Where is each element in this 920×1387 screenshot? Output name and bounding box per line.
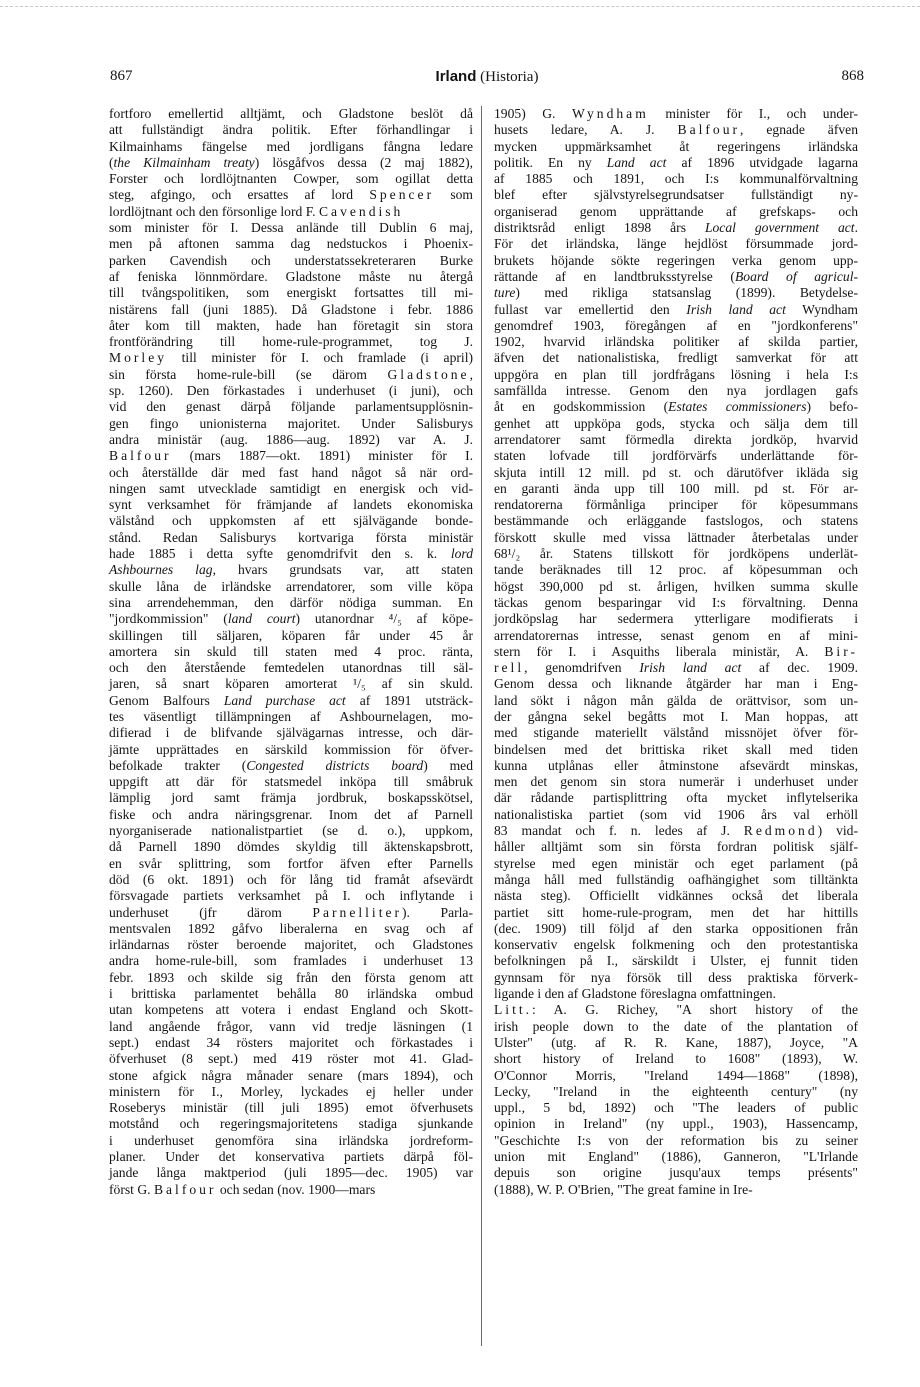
text-line: Ulster" (utg. af R. R. Kane, 1887), Joyce, "A — [494, 1034, 858, 1050]
text-run: (mars 1887—okt. 1891) minister för I. — [171, 448, 473, 464]
text-run: , egnade äfven — [740, 122, 858, 138]
text-line: där rådande partisplittring ofta mycket inflytelserika — [494, 790, 858, 806]
text-line: att fullständigt ändra politik. Efter förhandlingar i — [109, 122, 473, 138]
text-line — [494, 302, 858, 318]
running-title — [110, 68, 864, 86]
text-line: amortera sin skuld till staten med 4 proc. ränta, — [109, 643, 473, 659]
text-line: difierad i de blifvande självägarnas intresse, och där- — [109, 725, 473, 741]
text-line — [109, 367, 473, 383]
italic-term: the Kilmainham treaty — [113, 154, 255, 170]
text-line: tes väsentligt tillämpningen af Ashbournelagen, mo- — [109, 708, 473, 724]
text-run: ) med rikliga statsanslag (1899). Betydelse- — [515, 285, 858, 301]
text-line: sp. 1260). Den förkastades i underhuset (i juni), och — [109, 383, 473, 399]
text-line: stånd. Redan Salisburys kortvariga första ministär — [109, 529, 473, 545]
text-line — [109, 758, 473, 774]
italic-term: Ashbournes lag — [109, 562, 213, 578]
text-line: genomdref 1903, föregången af en "jordkonferens" — [494, 317, 858, 333]
text-line — [109, 448, 473, 464]
text-line: uppl., 5 bd, 1892) och "The leaders of public — [494, 1100, 858, 1116]
text-line: nyorganiserade nationalistpartiet (se d. o.), uppkom, — [109, 823, 473, 839]
text-line: nationalistiska partiet (som vid 1906 års val erhöll — [494, 806, 858, 822]
spaced-name: Balfour — [153, 1181, 217, 1197]
text-run: hade 1885 i detta syfte genomdrifvit den s. k. — [109, 546, 451, 562]
text-line — [494, 285, 858, 301]
text-line: blef efter självstyrelsegrundsatser fullständigt ny- — [494, 187, 858, 203]
page-number-right: 868 — [841, 68, 864, 84]
spaced-name: Morley — [109, 350, 168, 366]
spaced-name: Balfour — [109, 448, 172, 464]
text-run: lordlöjtnant och den försonlige lord F. — [109, 203, 319, 219]
text-line — [109, 1182, 473, 1198]
text-line: jaren, så snart köparen amorterat ¹/₅ af sin skuld. — [109, 676, 473, 692]
text-line: parken Cavendish och understatssekreteraren Burke — [109, 252, 473, 268]
text-line: högst 390,000 pd st. årligen, hvilken summa skulle — [494, 578, 858, 594]
text-line: 1902, hvarvid irländska politiker af skilda partier, — [494, 334, 858, 350]
text-line — [109, 905, 473, 921]
text-line: irländarnas röster beroende majoritet, och Gladstones — [109, 937, 473, 953]
text-line: i brittiska parlamentet behålla 80 irländska ombud — [109, 986, 473, 1002]
text-line — [109, 562, 473, 578]
text-line: (dec. 1909) till följd af den starka oppositionen från — [494, 920, 858, 936]
text-line — [494, 155, 858, 171]
text-line — [494, 1002, 858, 1018]
text-line: försvagade partiets verksamhet på I. och inflytande i — [109, 888, 473, 904]
text-line — [494, 399, 858, 415]
text-line — [494, 122, 858, 138]
text-run: åt en godskommission ( — [494, 399, 669, 415]
text-line: täckas genom besparingar vid I:s förvaltning. Denna — [494, 594, 858, 610]
text-line: planer. Under det konservativa partiets därpå föl- — [109, 1149, 473, 1164]
spaced-name: rell — [494, 660, 525, 676]
left-column — [109, 106, 473, 1198]
text-line — [494, 220, 858, 236]
text-line: skulle låna de irländske arrendatorer, som ville köpa — [109, 578, 473, 594]
text-line: sina arrendehemman, den därför nödiga summan. En — [109, 594, 473, 610]
text-line — [109, 187, 473, 203]
text-line — [109, 611, 473, 627]
text-line — [494, 660, 858, 676]
text-run: politik. En ny — [494, 154, 607, 170]
spaced-name: Wyndham — [571, 106, 649, 121]
text-line: åter kom till makten, hade han företagit sin stora — [109, 317, 473, 333]
text-line: organiserad genom upprättande af grefskaps- och — [494, 203, 858, 219]
text-run: rättande af en landtbruksstyrelse ( — [494, 268, 735, 284]
text-line: andra ministär (aug. 1886—aug. 1892) var A. J. — [109, 431, 473, 447]
text-line — [109, 350, 473, 366]
text-run: ). Parla- — [402, 904, 473, 920]
text-line — [494, 269, 858, 285]
text-line: O'Connor Morris, "Ireland 1494—1868" (1898), — [494, 1067, 858, 1083]
text-line: nästa steg). Officiellt vidkännes också det liberala — [494, 888, 858, 904]
text-line: öfverhuset (8 sept.) med 419 röster mot 41. Glad- — [109, 1051, 473, 1067]
text-run: husets ledare, A. J. — [494, 122, 678, 138]
text-line: af 1885 och 1891, och I:s kommunalförvaltning — [494, 171, 858, 187]
text-line: rendatorerna förmånliga principer för köpesummans — [494, 497, 858, 513]
text-line: febr. 1893 och skilde sig från den första genom att — [109, 969, 473, 985]
italic-term: Estates commissioners — [668, 399, 807, 415]
spaced-name: Cavendish — [318, 203, 404, 219]
running-title-subject: (Historia) — [480, 69, 539, 85]
text-run: först G. — [109, 1181, 154, 1197]
italic-term: Land purchase act — [223, 692, 346, 708]
text-line: synt verksamhet för främjande af landets ekonomiska — [109, 497, 473, 513]
text-line: lämplig jord samt främja jordbruk, boskapsskötsel, — [109, 790, 473, 806]
spaced-name: Litt. — [494, 1002, 533, 1018]
text-line: äfven det nationalistiska, fredligt samverkat för att — [494, 350, 858, 366]
spaced-name: Balfour — [677, 122, 741, 138]
text-line: skjuta intill 12 mill. pd st. och därutöfver iklädа sig — [494, 464, 858, 480]
text-line: förskott skulle med vissa lättnader återbetalas under — [494, 529, 858, 545]
spaced-name: Bir- — [824, 643, 858, 659]
text-line: gynnsam för nya försök till dess praktiska förverk- — [494, 969, 858, 985]
text-line: vid den genast därpå följande parlamentsupplösnin- — [109, 399, 473, 415]
text-line: gen fingo unionisterna majoritet. Under Salisburys — [109, 415, 473, 431]
text-line: depuis son origine jusqu'aux temps présents" — [494, 1165, 858, 1181]
italic-term: land court — [227, 611, 296, 627]
italic-term: ture — [494, 285, 516, 301]
text-run: "jordkommission" ( — [109, 611, 228, 627]
text-line: Forster och lordlöjtnanten Cowper, som ogillat detta — [109, 171, 473, 187]
text-line — [109, 155, 473, 171]
text-run: af 1891 utsträck- — [345, 692, 473, 708]
text-line: med stigande materiellt välstånd missnöjet öfver för- — [494, 725, 858, 741]
text-line: jordköpslag har sedermera ytterligare modifierats i — [494, 611, 858, 627]
text-line: en garanti ända upp till 100 mill. pd st. För ar- — [494, 480, 858, 496]
text-line: ministern för I., Morley, lyckades ej heller under — [109, 1083, 473, 1099]
text-line — [494, 106, 858, 122]
italic-term: Congested districts board — [246, 757, 424, 773]
text-line: jande långa maktperiod (juli 1895—dec. 1905) var — [109, 1165, 473, 1181]
italic-term: Land act — [606, 154, 667, 170]
text-line: sept.) endast 34 rösters majoritet och förkastades i — [109, 1034, 473, 1050]
text-line: partiet sitt home-rule-program, men det har hittills — [494, 904, 858, 920]
text-run: ) med — [423, 757, 473, 773]
text-line: befolkningen på I., särskildt i Ulster, ej funnit tiden — [494, 953, 858, 969]
text-line: arrendatorernas intresse, senast genom en af mini- — [494, 627, 858, 643]
text-run: ( — [109, 154, 114, 170]
text-line: För det irländska, länge hejdlöst försummade jord- — [494, 236, 858, 252]
text-line: bestämmande och erläggande fastslogos, och statens — [494, 513, 858, 529]
page-header — [110, 68, 864, 90]
text-line: välstånd och uppkomsten af ett självägande bonde- — [109, 513, 473, 529]
text-run: . — [854, 220, 858, 236]
text-line: fortforo emellertid alltjämt, och Gladstone beslöt då — [109, 106, 473, 121]
spaced-name: Redmond — [743, 823, 818, 839]
text-line: "Geschichte I:s von der reformation bis zu seiner — [494, 1132, 858, 1148]
text-line: skillingen till säljaren, köparen får under 45 år — [109, 627, 473, 643]
text-line: uppgöra en plan till jordfrågans lösning i hela I:s — [494, 366, 858, 382]
italic-term: lord — [450, 546, 473, 562]
text-line: stone afgick några månader senare (mars 1894), och — [109, 1067, 473, 1083]
text-line: och den återstående femtedelen utanordnas till säl- — [109, 660, 473, 676]
text-run: , — [469, 366, 473, 382]
text-run: Wyndham — [785, 301, 858, 317]
italic-term: Local government act — [704, 220, 855, 236]
text-line: samfällda intresse. Genom den nya jordlagen gafs — [494, 383, 858, 399]
text-run: ) utanordnar ⁴/₅ af köpe- — [295, 611, 473, 627]
text-run: af 1896 utvidgade lagarna — [666, 154, 858, 170]
text-line: frontförändring till home-rule-programmet, tog J. — [109, 334, 473, 350]
text-line: Lecky, "Ireland in the eighteenth century" (ny — [494, 1083, 858, 1099]
text-line: styrelse med egen ministär och eget parlament (på — [494, 855, 858, 871]
text-line — [494, 644, 858, 660]
text-line: der gångna sekel begåtts mot I. Man hoppas, att — [494, 708, 858, 724]
text-line: brukets höjande sökte regeringen verka genom upp- — [494, 252, 858, 268]
text-run: af dec. 1909. — [741, 660, 858, 676]
text-run: minister för I., och under- — [648, 106, 858, 121]
text-line: Genom dessa och liknande åtgärder har man i Eng- — [494, 676, 858, 692]
right-column — [494, 106, 858, 1198]
text-run: 83 mandat och f. n. ledes af J. — [494, 823, 744, 839]
text-line: 68¹/₂ år. Statens tillskott för jordköpens underlät- — [494, 546, 858, 562]
text-line — [109, 693, 473, 709]
text-line: och återställde där med fast hand något så när ord- — [109, 464, 473, 480]
text-line: många håll med fullständig oafhängighet som tilltänkta — [494, 871, 858, 887]
text-line: Kilmainhams fängelse med jordligans fångna ledare — [109, 138, 473, 154]
text-line: i underhuset genomföra sina irländska jordreform- — [109, 1132, 473, 1148]
italic-term: Irish land act — [639, 660, 742, 676]
text-run: ) vid- — [817, 823, 858, 839]
text-line: ligande i den af Gladstone föreslagna omfattningen. — [494, 986, 776, 1002]
spaced-name: Spencer — [369, 187, 435, 203]
text-line: land angående frågor, vann vid tredje läsningen (1 — [109, 1018, 473, 1034]
text-run: Genom Balfours — [109, 692, 224, 708]
text-run: , hvars grundsats var, att staten — [212, 562, 473, 578]
text-line: tande beräknades till 12 proc. af köpesumman och — [494, 562, 858, 578]
text-line: men det genom sin stora numerär i underhuset under — [494, 774, 858, 790]
text-run: underhuset (jfr därom — [109, 904, 313, 920]
text-line: utan kompetens att votera i endast England och Skott- — [109, 1002, 473, 1018]
text-run: sin första home-rule-bill (se därom — [109, 366, 388, 382]
text-line: död (6 okt. 1891) och för lång tid framåt afsevärdt — [109, 871, 473, 887]
text-run: : A. G. Richey, "A short history of the — [532, 1002, 858, 1018]
text-run: 1905) G. — [494, 106, 572, 121]
text-line: staten lofvade till jordförvärfs underlättande för- — [494, 448, 858, 464]
text-line: land sökt i någon mån gälda de orättvisor, som un- — [494, 692, 858, 708]
text-line: kunna utplånas eller åtminstone afsevärdt minskas, — [494, 757, 858, 773]
text-run: befolkade trakter ( — [109, 757, 247, 773]
text-line: håller alltjämt som sin första fordran politisk själf- — [494, 839, 858, 855]
text-line: af feniska lönnmördare. Gladstone måste nu återgå — [109, 268, 473, 284]
text-run: steg, afgingo, och ersattes af lord — [109, 187, 370, 203]
text-line: andra home-rule-bill, som framlades i underhuset 13 — [109, 953, 473, 969]
column-divider — [481, 106, 482, 1346]
page-number-left: 867 — [110, 68, 133, 84]
top-rule — [0, 6, 920, 7]
text-line: som minister för I. Dessa anlände till Dublin 6 maj, — [109, 220, 473, 236]
text-line: short history of Ireland to 1608" (1893), W. — [494, 1051, 858, 1067]
text-run: och sedan (nov. 1900—mars — [216, 1181, 376, 1197]
text-line: opinion in Ireland" (ny uppl., 1903), Hassencamp, — [494, 1116, 858, 1132]
text-line: en svår splittring, som fortfor äfven efter Parnells — [109, 855, 473, 871]
text-run: ) befo- — [806, 399, 859, 415]
text-run: distriktsråd enligt 1898 års — [494, 220, 705, 236]
text-line: nistärens fall (juni 1885). Då Gladstone i febr. 1886 — [109, 301, 473, 317]
spaced-name: Gladstone — [387, 366, 470, 382]
text-line: arrendatorer samt förmedla direkta jordköp, hvarvid — [494, 431, 858, 447]
text-line: till tvångspolitiken, som energiskt fortsattes till mi- — [109, 285, 473, 301]
text-line: men på aftonen samma dag nedstuckos i Phoenix- — [109, 236, 473, 252]
text-run: till minister för I. och framlade (i april) — [167, 350, 473, 366]
text-line: fiske och andra näringsgrenar. Inom det af Parnell — [109, 806, 473, 822]
text-run: stern för I. i Asquiths liberala ministär, A. — [494, 643, 825, 659]
text-line: bindelsen med det brittiska riket skall med tiden — [494, 741, 858, 757]
text-line — [494, 823, 858, 839]
text-run: fullast var emellertid den — [494, 301, 687, 317]
italic-term: Board of agricul- — [734, 268, 858, 284]
text-line: ningen samt utvecklade samtidigt en energisk och vid- — [109, 480, 473, 496]
text-run: , genomdrifven — [524, 660, 640, 676]
text-line: motstånd och regeringsmajoritetens stadiga sjunkande — [109, 1116, 473, 1132]
text-line: mycken uppmärksamhet åt regeringens irländska — [494, 138, 858, 154]
running-title-word: Irland — [435, 68, 477, 85]
text-line — [109, 546, 473, 562]
spaced-name: Parnelliter — [312, 904, 403, 920]
text-line: genhet att uppköpa gods, stycka och sälja dem till — [494, 415, 858, 431]
text-line: Roseberys ministär (till juli 1895) emot öfverhusets — [109, 1100, 473, 1116]
text-line: (1888), W. P. O'Brien, "The great famine in Ire- — [494, 1181, 753, 1197]
text-line: konservativ engelsk folkmening och den protestantiska — [494, 937, 858, 953]
text-line: jämte upprättades en särskild kommission för öfver- — [109, 741, 473, 757]
text-line: då Parnell 1890 dömdes skyldig till äktenskapsbrott, — [109, 839, 473, 855]
text-run: som — [434, 187, 473, 203]
text-line: irish people down to the date of the plantation of — [494, 1018, 858, 1034]
text-run: ) lösgåfvos dessa (2 maj 1882), — [254, 154, 474, 170]
text-line: union mit England" (1886), Ganneron, "L'Irlande — [494, 1149, 858, 1164]
italic-term: Irish land act — [686, 301, 786, 317]
text-line: uppgift att där för statsmedel inköpa till småbruk — [109, 774, 473, 790]
text-line — [109, 204, 473, 220]
text-line: mentsvalen 1892 gåfvo liberalerna en svag och af — [109, 920, 473, 936]
